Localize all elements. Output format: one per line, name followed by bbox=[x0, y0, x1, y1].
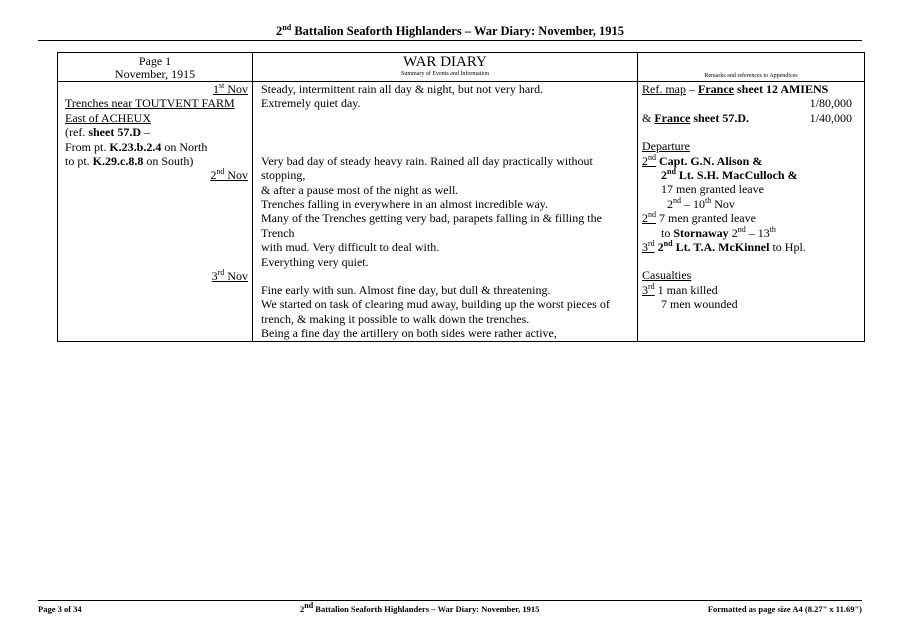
place-line: From pt. K.23.b.2.4 on North bbox=[65, 139, 208, 154]
place-line: to pt. K.29.c.8.8 on South) bbox=[65, 154, 194, 169]
date-entry: 2nd Nov bbox=[210, 167, 248, 183]
remarks-cell bbox=[638, 82, 865, 342]
event-line: Fine early with sun. Almost fine day, but dull & threatening. bbox=[261, 283, 551, 298]
map-reference: Ref. map – France sheet 12 AMIENS bbox=[642, 82, 829, 96]
place-date-cell bbox=[58, 82, 253, 342]
event-line: Being a fine day the artillery on both sides were rather active, bbox=[261, 326, 557, 341]
war-diary-title: WAR DIARY bbox=[403, 54, 487, 70]
event-line: Extremely quiet day. bbox=[261, 96, 361, 111]
event-line: Trenches falling in everywhere in an almost incredible way. bbox=[261, 197, 549, 212]
casualty-line: 3rd 1 man killed bbox=[642, 281, 718, 297]
casualty-line: 7 men wounded bbox=[661, 297, 738, 312]
document-header: 2nd Battalion Seaforth Highlanders – War Diary: November, 1915 bbox=[276, 22, 624, 38]
map-scale: 1/40,000 bbox=[809, 110, 852, 125]
footer-title: 2nd Battalion Seaforth Highlanders – War Diary: November, 1915 bbox=[300, 601, 540, 614]
date-entry: 3rd Nov bbox=[211, 267, 248, 283]
departure-line: to Stornaway 2nd – 13th bbox=[661, 224, 776, 240]
month-label: November, 1915 bbox=[114, 67, 196, 81]
place-line: Trenches near TOUTVENT FARM bbox=[65, 96, 235, 111]
event-line: Everything very quiet. bbox=[261, 254, 369, 269]
page-label: Page 1 bbox=[138, 54, 172, 68]
events-cell bbox=[253, 82, 638, 342]
departure-heading: Departure bbox=[642, 139, 690, 154]
casualties-heading: Casualties bbox=[642, 268, 692, 283]
date-entry: 1st Nov bbox=[212, 81, 248, 96]
footer-format-note: Formatted as page size A4 (8.27" x 11.69") bbox=[707, 604, 862, 614]
event-line: We started on task of clearing mud away, building up the worst pieces of bbox=[261, 297, 610, 312]
departure-line: 2nd – 10th Nov bbox=[667, 195, 735, 211]
footer-rule bbox=[38, 600, 862, 601]
header-rule bbox=[38, 40, 862, 41]
event-line: Very bad day of steady heavy rain. Rained all day practically without stopping, bbox=[261, 153, 593, 183]
footer-page-number: Page 3 of 34 bbox=[38, 604, 82, 614]
page-cell bbox=[58, 53, 253, 82]
table-body-row bbox=[58, 82, 865, 342]
summary-subtitle: Summary of Events and Information bbox=[401, 71, 489, 77]
map-reference: & France sheet 57.D. 1/40,000 bbox=[642, 110, 852, 125]
place-line: East of ACHEUX bbox=[65, 110, 151, 125]
event-line: with mud. Very difficult to deal with. bbox=[261, 240, 440, 255]
departure-line: 3rd 2nd Lt. T.A. McKinnel to Hpl. bbox=[642, 239, 806, 255]
table-header-row bbox=[58, 53, 865, 82]
place-line: (ref. sheet 57.D – bbox=[65, 125, 150, 140]
war-diary-table bbox=[57, 52, 865, 342]
war-diary-heading-cell bbox=[253, 53, 638, 82]
departure-line: 2nd Capt. G.N. Alison & bbox=[642, 152, 763, 168]
departure-line: 2nd Lt. S.H. MacCulloch & bbox=[661, 167, 798, 183]
event-line: Many of the Trenches getting very bad, parapets falling in & filling the Trench bbox=[261, 211, 602, 240]
remarks-heading-cell bbox=[638, 53, 865, 82]
remarks-heading: Remarks and references to Appendices bbox=[704, 73, 798, 79]
map-scale: 1/80,000 bbox=[809, 96, 852, 111]
event-line: & after a pause most of the night as well. bbox=[261, 182, 459, 197]
departure-line: 2nd 7 men granted leave bbox=[642, 210, 756, 226]
event-line: trench, & making it possible to walk down the trenches. bbox=[261, 311, 530, 326]
event-line: Steady, intermittent rain all day & night, but not very hard. bbox=[261, 82, 544, 96]
departure-line: 17 men granted leave bbox=[661, 182, 764, 197]
